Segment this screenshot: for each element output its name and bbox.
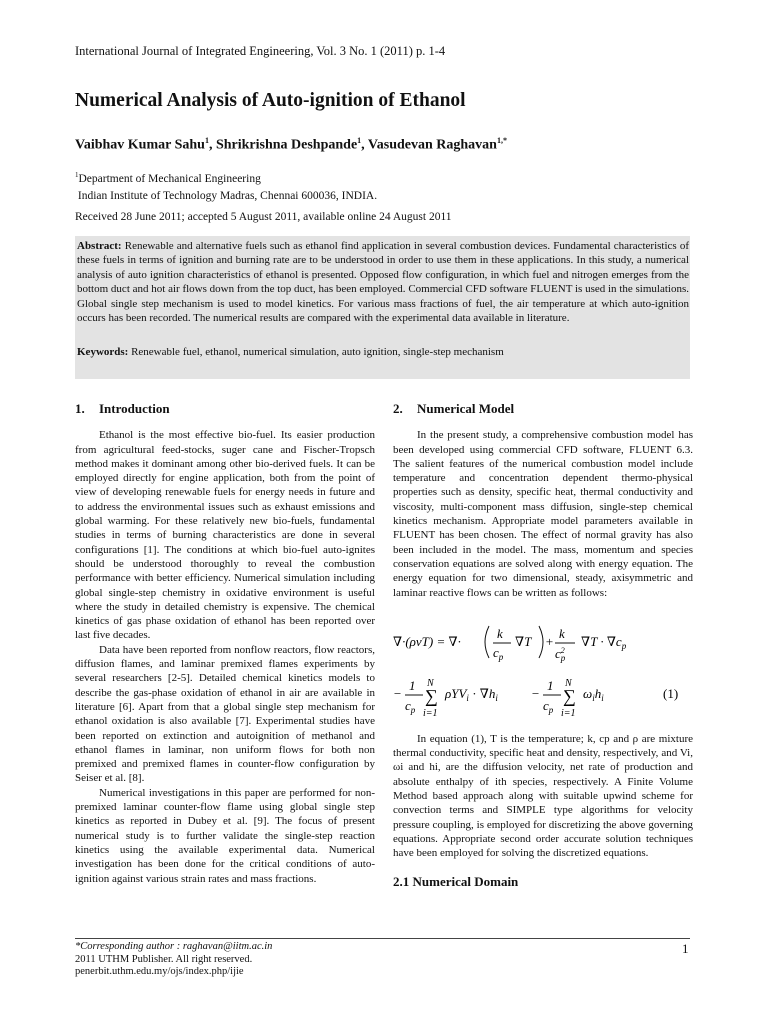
- eq-rho-y-v: $\rho YV_i \cdot \nabla h_i$: [445, 685, 498, 703]
- eq-plus: +: [545, 633, 554, 649]
- affil-mark: 1: [75, 171, 79, 179]
- eq-lhs: ∇·(ρvT) = ∇·: [393, 633, 461, 649]
- keywords-label: Keywords:: [77, 346, 129, 358]
- eq-k: k: [497, 625, 503, 641]
- paragraph: Numerical investigations in this paper are performed for non-premixed laminar counter-flow flame using global single step kinetics as reported in Dubey et al. [9]. The focus of present numerical study is to further validate the single-step reaction kinetics using the available experimental data. Numerical investigation has been done for the critical conditions of auto-ignition against various strain rates and mass fractions.: [75, 786, 375, 885]
- affiliation: [75, 167, 377, 205]
- paragraph: Data have been reported from nonflow reactors, flow reactors, diffusion flames, and laminar premixed flames experiments by several researchers [2-5]. Detailed chemical kinetics models to describe the gas-phase oxidation of ethanol in air are available in literature [6]. Apart from that a global single step mechanism for ethanol oxidation is also available [7]. Experimental studies have been reported on extinction and autoignition of methanol and ethanol flames in laminar, non uniform flows for both non premixed and premixed flames in counter-flow configuration by Seiser et al. [8].: [75, 643, 375, 785]
- eq-sum-n: N: [427, 677, 434, 689]
- eq-grad-t: ∇T: [515, 633, 532, 649]
- journal-url: penerbit.uthm.edu.my/ojs/index.php/ijie: [75, 966, 244, 977]
- author-affil-mark: 1: [204, 136, 209, 145]
- paper-title: Numerical Analysis of Auto-ignition of Ethanol: [75, 90, 466, 111]
- abstract-label: Abstract:: [77, 240, 122, 252]
- right-column: [393, 402, 693, 889]
- eq-cp4: $c_p$: [543, 697, 554, 715]
- abstract-text: Renewable and alternative fuels such as ethanol find application in several combustion devices. Fundamental characteristics of these fuels in terms of ignition and burning rate are to be understood in order to use them in these applications. In this study, a numerical analysis of auto ignition characteristics of ethanol is presented. Opposed flow configuration, in which fuel and nitrogen emerges from the bottom duct and hot air flows down from the top duct, has been employed. Commercial CFD software FLUENT is used in the simulations. Global single step mechanism is used to model kinetics. For various mass fractions of fuel, the air temperature at which auto-ignition occurs has been recorded. The numerical results are compared with the experimental data available in literature.: [77, 240, 690, 325]
- section-heading-introduction: [75, 402, 375, 416]
- eq-one: 1: [409, 677, 416, 693]
- section-number: 2.: [393, 401, 403, 416]
- footer-rule: [75, 938, 690, 939]
- author-affil-mark: 1: [357, 136, 362, 145]
- left-column: [75, 402, 375, 886]
- author-name: Vaibhav Kumar Sahu: [75, 137, 205, 153]
- footer: [75, 941, 272, 979]
- eq-sum-n2: N: [565, 677, 572, 689]
- section-title: Numerical Model: [417, 401, 515, 416]
- eq-minus: −: [393, 685, 402, 701]
- corresponding-author: *Corresponding author : raghavan@iitm.ac.in: [75, 941, 273, 952]
- copyright: 2011 UTHM Publisher. All right reserved.: [75, 953, 253, 965]
- keywords-text: Renewable fuel, ethanol, numerical simulation, auto ignition, single-step mechanism: [131, 346, 504, 358]
- eq-number: (1): [663, 685, 679, 701]
- section-title: Introduction: [99, 401, 170, 416]
- section-number: 1.: [75, 401, 85, 416]
- eq-paren-right: [539, 626, 543, 658]
- equation-figure: [393, 612, 693, 724]
- affil-institute: Indian Institute of Technology Madras, Chennai 600036, INDIA.: [77, 189, 378, 202]
- author-name: Vasudevan Raghavan: [367, 137, 497, 153]
- eq-cp3: $c_p$: [405, 697, 416, 715]
- eq-k2: k: [559, 625, 565, 641]
- paragraph: In equation (1), T is the temperature; k, cp and ρ are mixture thermal conductivity, specific heat and density, respectively, and Vi, ωi and hi, are the diffusion velocity, net rate of production and absolute enthalpy of ith species, respectively. A Finite Volume Method based approach along with suitable upwind scheme for convection terms and SIMPLE type algorithms for velocity pressure coupling, is employed for discretizing the above governing equations. Appropriate second order accurate solution techniques have been employed for solving the discretized equations.: [393, 732, 693, 860]
- author-name: Shrikrishna Deshpande: [215, 137, 358, 153]
- keywords: [77, 346, 689, 358]
- eq-sum-sigma2: ∑: [563, 685, 576, 706]
- received-dates: Received 28 June 2011; accepted 5 August 2011, available online 24 August 2011: [75, 211, 452, 223]
- eq-cp2: $c^2$ p: [555, 645, 566, 663]
- affil-department: Department of Mechanical Engineering: [78, 172, 261, 185]
- paragraph: In the present study, a comprehensive combustion model has been developed using commercial CFD software, FLUENT 6.3. The salient features of the numerical combustion model include temperature and concentration dependent thermo-physical properties such as density, specific heat, thermal conductivity and viscosity, multi-component mass diffusion, single-step chemical kinetics mechanism. Appropriate model parameters available in FLUENT has been chosen. The effect of normal gravity has also been included in the model. The mass, momentum and species conservation equations are solved along with energy equation. The energy equation for two dimensional, steady, axisymmetric and laminar reactive flows can be written as follows:: [393, 429, 693, 599]
- eq-cp: $c_p$: [493, 644, 504, 662]
- section-heading-numerical-model: [393, 402, 693, 416]
- journal-header: International Journal of Integrated Engineering, Vol. 3 No. 1 (2011) p. 1-4: [75, 44, 446, 58]
- author-list: Vaibhav Kumar Sahu$^1$, Shrikrishna Deshpande$^1$, Vasudevan Raghavan$^{1,*}$: [75, 136, 507, 153]
- eq-omega-h: $\omega_ih_i$: [583, 685, 604, 703]
- eq-grad-t-cp: $\nabla T \cdot \nabla c_p$: [581, 633, 627, 651]
- eq-sum-i2: i=1: [561, 707, 576, 719]
- energy-equation: [393, 612, 693, 724]
- eq-paren-left: [485, 626, 489, 658]
- eq-sum-sigma: ∑: [425, 685, 438, 706]
- eq-sum-i: i=1: [423, 707, 438, 719]
- eq-one2: 1: [547, 677, 554, 693]
- paragraph: Ethanol is the most effective bio-fuel. Its easier production from agricultural feed-stocks, suger cane and Fischer-Tropsch method makes it dominant among other bio-derived fuels. It can be employed directly for engine application, both from the point of view of developing renewable fuels for energy needs in future and to address the environmental issues such as exhaust emissions and global warming. For these relatively new bio-fuels, fundamental studies in terms of burning characteristics are done in several configurations [1]. The conditions at which bio-fuel auto-ignites should be understood thoroughly to reveal the combustion performance with better efficiency. Numerical simulation including global single-step chemistry in oxidative environment is useful where the study in detailed chemistry is expensive. The chemical kinetics of gas phase oxidation of ethanol has been reported over last five decades.: [75, 429, 375, 642]
- subsection-heading-numerical-domain: 2.1 Numerical Domain: [393, 873, 519, 889]
- page-number: 1: [682, 941, 689, 956]
- eq-minus2: −: [531, 685, 540, 701]
- abstract: [77, 239, 689, 325]
- author-affil-mark: 1,*: [496, 136, 507, 145]
